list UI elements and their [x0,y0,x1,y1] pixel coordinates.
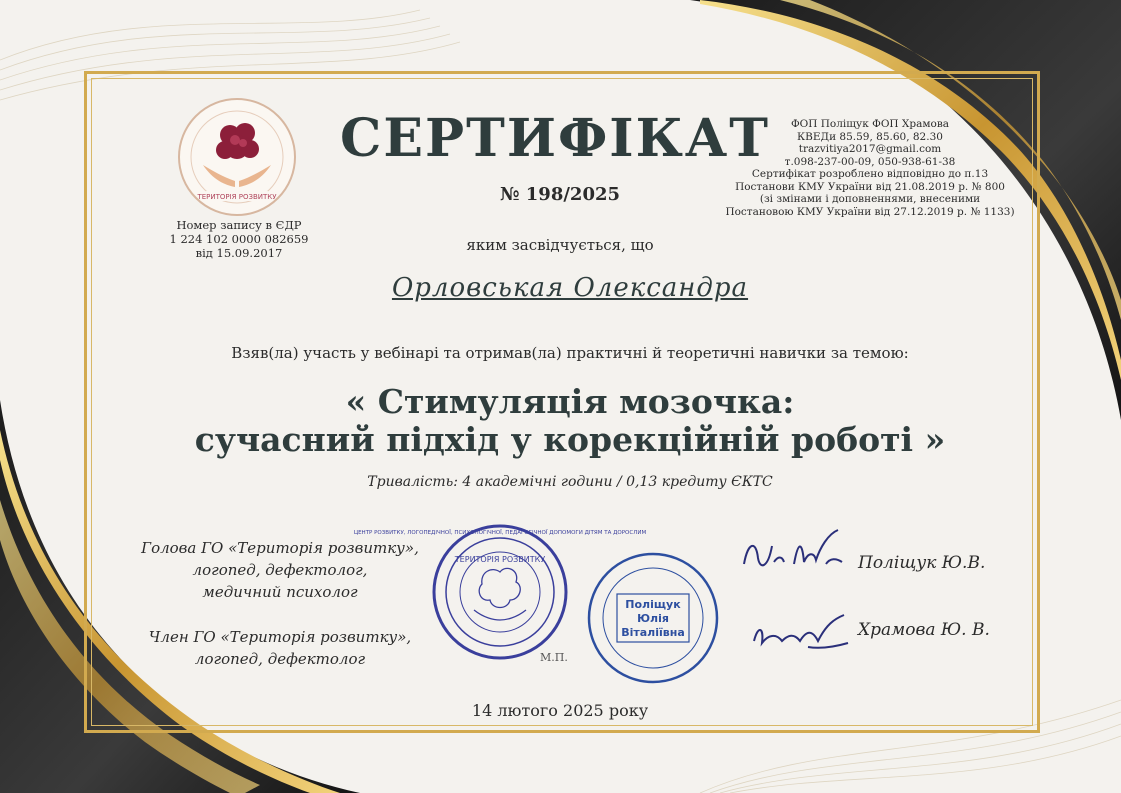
organization-logo [175,95,299,219]
topic-line: « Стимуляція мозочка: [345,382,795,421]
confirmation-text: яким засвідчується, що [466,236,654,254]
stamp-name-line: Поліщук [625,598,681,611]
registry-number: 1 224 102 0000 082659 [169,232,309,246]
member-role [135,626,425,670]
topic-line: сучасний підхід у корекційній роботі » [194,420,946,459]
fop-line: Сертифікат розроблено відповідно до п.13 [751,168,989,180]
role-line: Член ГО «Територія розвитку», [148,628,412,646]
stamp-ring-text: ЦЕНТР РОЗВИТКУ, ЛОГОПЕДІЧНОЇ, ПСИХОЛОГІЧНОЇ, ПЕДАГОГІЧНОЇ ДОПОМОГИ ДІТЯМ ТА ДОРОСЛИМ [353,530,647,536]
stamp-name-line: Віталіївна [621,626,685,639]
signature-polishchuk [738,522,853,592]
signature-khramova [748,605,858,665]
certificate-number: № 198/2025 [499,184,621,205]
webinar-topic [150,383,990,459]
fop-line: Постановою КМУ України від 27.12.2019 р. № 1133) [725,205,1015,218]
role-line: логопед, дефектолог [194,650,366,668]
role-line: медичний психолог [202,583,358,601]
fop-line: (зі змінами і доповненнями, внесеними [759,193,981,205]
recipient-name: Орловськая Олександра [391,273,749,303]
logo-caption: ТЕРИТОРІЯ РОЗВИТКУ [197,193,277,201]
fop-line: ФОП Поліщук ФОП Храмова [790,118,950,130]
fop-line: trazvitiya2017@gmail.com [798,143,942,155]
duration-text: Тривалість: 4 академічні години / 0,13 кредиту ЄКТС [367,474,773,490]
fop-line: КВЕДи 85.59, 85.60, 82.30 [797,130,943,143]
signer-name: Поліщук Ю.В. [858,553,986,573]
fop-info [720,118,1020,218]
mp-label: М.П. [540,651,568,664]
stamp-center-text: ТЕРИТОРІЯ РОЗВИТКУ [454,555,546,564]
head-role [135,537,425,603]
registry-date: від 15.09.2017 [195,246,283,260]
personal-stamp [585,550,721,686]
fop-line: Постанови КМУ України від 21.08.2019 р. № 800 [735,180,1005,193]
certificate-title: СЕРТИФІКАТ [340,108,770,169]
fop-line: т.098-237-00-09, 050-938-61-38 [784,155,956,168]
participation-text: Взяв(ла) участь у вебінарі та отримав(ла) практичні й теоретичні навички за темою: [231,344,909,362]
registry-line: Номер запису в ЄДР [176,218,302,232]
issue-date: 14 лютого 2025 року [471,701,649,720]
role-line: логопед, дефектолог, [192,561,368,579]
registry-info [160,218,318,260]
signer-name: Храмова Ю. В. [858,620,990,640]
organization-stamp [353,522,647,662]
stamp-name-line: Юлія [637,612,669,625]
role-line: Голова ГО «Територія розвитку», [141,539,419,557]
